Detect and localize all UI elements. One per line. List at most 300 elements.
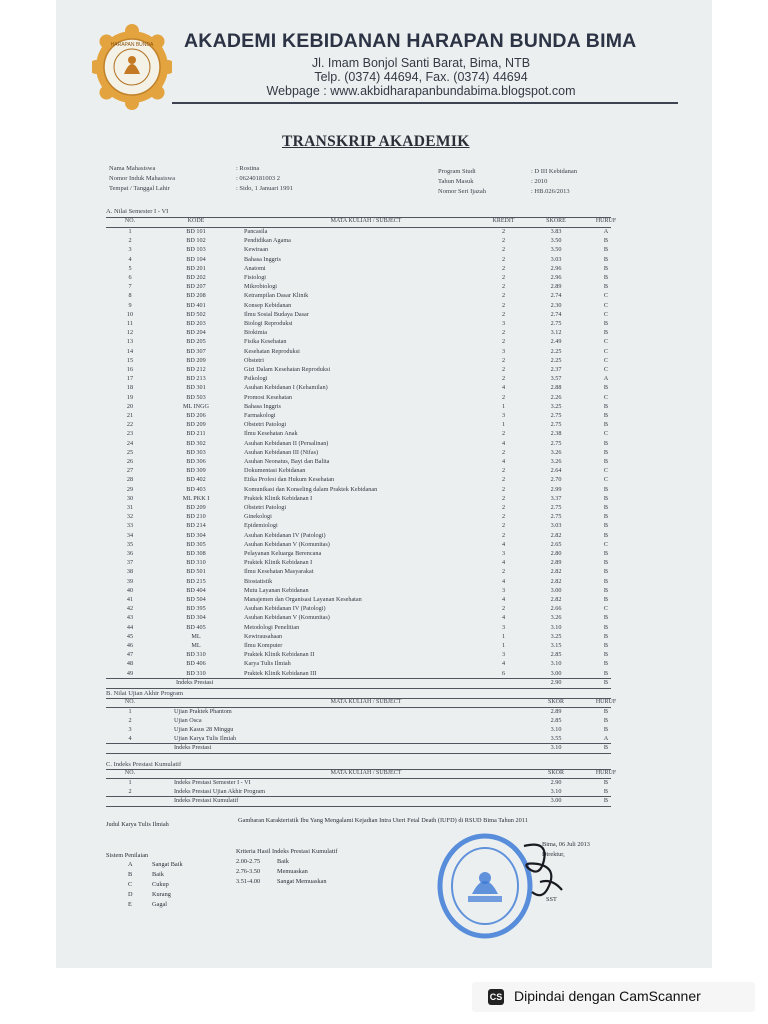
row-no: 25 bbox=[126, 448, 134, 456]
row-credit: 3 bbox=[501, 320, 506, 327]
institution-webpage: Webpage : www.akbidharapanbundabima.blogspot.com bbox=[266, 84, 576, 98]
student-field-label: Tahun Masuk bbox=[438, 178, 474, 185]
row-no: 39 bbox=[126, 577, 134, 585]
row-subject: Obstetri bbox=[244, 356, 264, 364]
row-grade: B bbox=[603, 458, 609, 465]
row-score: 2.64 bbox=[550, 467, 562, 475]
row-score: 2.75 bbox=[550, 320, 562, 327]
row-credit: 6 bbox=[501, 669, 506, 677]
row-no: 44 bbox=[126, 623, 134, 631]
row-no: 41 bbox=[126, 596, 134, 603]
row-score: 2.75 bbox=[550, 513, 562, 521]
row-no: 13 bbox=[126, 338, 134, 346]
row-score: 2.66 bbox=[550, 605, 562, 613]
row-score: 3.00 bbox=[550, 669, 562, 677]
row-score: 2.88 bbox=[550, 384, 562, 392]
row-grade: C bbox=[603, 540, 609, 548]
row-subject: Anatomi bbox=[244, 264, 266, 272]
col-header-skore: SKORE bbox=[546, 218, 566, 224]
row-no: 2 bbox=[128, 787, 132, 795]
row-subject: Ujian Kasus 28 Minggu bbox=[174, 725, 234, 733]
row-grade: C bbox=[603, 476, 609, 484]
row-grade: B bbox=[603, 651, 609, 659]
grade-meaning: Gagal bbox=[152, 901, 168, 908]
row-subject: Fisika Kesehatan bbox=[244, 338, 287, 346]
row-no: 34 bbox=[126, 531, 134, 539]
thesis-label: Judul Karya Tulis Ilmiah bbox=[106, 821, 169, 828]
row-credit: 1 bbox=[501, 421, 506, 429]
row-grade: C bbox=[603, 338, 609, 346]
row-grade: B bbox=[603, 485, 609, 493]
criteria-range: 2.00-2.75 bbox=[236, 858, 261, 865]
signature-name: SST bbox=[546, 896, 557, 903]
student-field-value: : 2010 bbox=[531, 178, 548, 185]
row-no: 16 bbox=[126, 366, 134, 373]
col-header-skor: SKOR bbox=[547, 698, 564, 705]
row-code: ML bbox=[191, 632, 201, 640]
row-credit: 4 bbox=[501, 559, 506, 567]
row-no: 19 bbox=[126, 393, 134, 401]
row-subject: Kesehatan Reproduksi bbox=[244, 347, 300, 355]
row-score: 3.10 bbox=[550, 623, 562, 631]
col-header-huruf: HURUF bbox=[595, 218, 617, 224]
row-subject: Ujian Praktek Phantom bbox=[174, 707, 232, 715]
row-subject: Praktek Klinik Kebidanan I bbox=[244, 559, 313, 567]
row-code: BD 209 bbox=[186, 356, 206, 364]
row-no: 12 bbox=[126, 329, 134, 337]
row-credit: 2 bbox=[501, 531, 506, 539]
student-field-label: Tempat / Tanggal Lahir bbox=[109, 185, 170, 192]
row-subject: Konsep Kebidanan bbox=[244, 301, 292, 309]
row-credit: 4 bbox=[501, 458, 506, 465]
row-score: 3.55 bbox=[550, 734, 562, 742]
row-subject: Mutu Layanan Kebidanan bbox=[244, 586, 309, 594]
row-credit: 2 bbox=[501, 522, 506, 530]
row-no: 2 bbox=[128, 716, 132, 724]
row-subject: Dokumentasi Kebidanan bbox=[244, 467, 306, 475]
row-code: BD 209 bbox=[186, 421, 206, 429]
row-credit: 2 bbox=[501, 283, 506, 291]
col-header-kode: KODE bbox=[187, 218, 205, 224]
row-no: 45 bbox=[126, 632, 134, 640]
row-score: 2.82 bbox=[550, 531, 562, 539]
row-subject: Gizi Dalam Kesehatan Reproduksi bbox=[244, 366, 331, 373]
row-subject: Ilmu Kesehatan Masyarakat bbox=[244, 568, 314, 576]
summary-score: 3.10 bbox=[550, 743, 562, 751]
row-grade: C bbox=[603, 430, 609, 438]
row-score: 3.10 bbox=[550, 787, 562, 795]
row-grade: B bbox=[603, 274, 609, 281]
row-grade: B bbox=[603, 632, 609, 640]
row-credit: 2 bbox=[501, 338, 506, 346]
row-no: 24 bbox=[126, 439, 134, 447]
row-grade: A bbox=[603, 375, 609, 383]
row-code: BD 503 bbox=[186, 393, 206, 401]
col-header-subject: MATA KULIAH / SUBJECT bbox=[330, 769, 402, 776]
row-grade: B bbox=[603, 283, 609, 291]
row-no: 33 bbox=[126, 522, 134, 530]
summary-grade: B bbox=[603, 743, 609, 751]
row-credit: 2 bbox=[501, 494, 506, 502]
row-no: 37 bbox=[126, 559, 134, 567]
row-code: BD 404 bbox=[186, 586, 206, 594]
student-field-label: Nomor Seri Ijazah bbox=[438, 188, 487, 195]
row-subject: Bahasa Inggris bbox=[244, 402, 281, 410]
summary-score: 2.90 bbox=[550, 678, 562, 686]
row-credit: 2 bbox=[501, 448, 506, 456]
row-score: 2.96 bbox=[550, 264, 562, 272]
row-credit: 4 bbox=[501, 540, 506, 548]
row-score: 2.30 bbox=[550, 301, 562, 309]
row-code: BD 310 bbox=[186, 669, 206, 677]
row-grade: B bbox=[603, 513, 609, 521]
row-score: 2.75 bbox=[550, 504, 562, 511]
row-score: 3.57 bbox=[550, 375, 562, 383]
row-score: 2.70 bbox=[550, 476, 562, 484]
row-no: 30 bbox=[126, 494, 134, 502]
row-score: 2.74 bbox=[550, 310, 562, 318]
row-subject: Praktek Klinik Kebidanan I bbox=[244, 494, 313, 502]
table-rule bbox=[106, 806, 611, 807]
row-grade: B bbox=[603, 246, 609, 254]
row-credit: 3 bbox=[501, 347, 506, 355]
row-grade: B bbox=[603, 421, 609, 429]
student-field-label: Program Studi bbox=[438, 168, 476, 175]
criteria-label: Sangat Memuaskan bbox=[277, 878, 327, 885]
row-code: BD 204 bbox=[186, 329, 206, 337]
row-score: 2.89 bbox=[550, 707, 562, 715]
row-grade: A bbox=[603, 228, 609, 235]
row-code: BD 401 bbox=[186, 301, 206, 309]
row-grade: C bbox=[603, 301, 609, 309]
row-credit: 2 bbox=[501, 504, 506, 511]
row-no: 17 bbox=[126, 375, 134, 383]
row-no: 14 bbox=[126, 347, 134, 355]
row-no: 5 bbox=[128, 264, 132, 272]
student-field-value: : Rostina bbox=[236, 165, 260, 172]
row-score: 2.37 bbox=[550, 366, 562, 373]
row-subject: Obstetri Patologi bbox=[244, 421, 287, 429]
row-subject: Asuhan Kebidanan II (Persalinan) bbox=[244, 439, 329, 447]
row-score: 2.89 bbox=[550, 559, 562, 567]
row-score: 2.85 bbox=[550, 716, 562, 724]
camscanner-icon: CS bbox=[488, 989, 504, 1005]
row-grade: C bbox=[603, 310, 609, 318]
row-subject: Fisiologi bbox=[244, 274, 267, 281]
row-no: 3 bbox=[128, 246, 132, 254]
row-grade: B bbox=[603, 586, 609, 594]
grade-meaning: Cukup bbox=[152, 881, 169, 888]
row-code: BD 302 bbox=[186, 439, 206, 447]
director-signature bbox=[518, 838, 568, 910]
row-grade: B bbox=[603, 329, 609, 337]
row-no: 48 bbox=[126, 660, 134, 668]
row-credit: 2 bbox=[501, 237, 506, 245]
row-subject: Indeks Prestasi Ujian Akhir Program bbox=[174, 787, 266, 795]
row-score: 2.38 bbox=[550, 430, 562, 438]
row-grade: B bbox=[603, 402, 609, 410]
row-grade: B bbox=[603, 531, 609, 539]
row-score: 3.25 bbox=[550, 402, 562, 410]
thesis-title: Gambaran Karakteristik Ibu Yang Mengalami Kejadian Intra Uteri Fetal Death (IUFD) di RSUD Bima Tahun 2011 bbox=[238, 817, 528, 824]
row-code: BD 215 bbox=[186, 577, 206, 585]
row-score: 2.80 bbox=[550, 550, 562, 557]
row-grade: B bbox=[603, 707, 609, 715]
row-code: BD 308 bbox=[186, 550, 206, 557]
row-grade: B bbox=[603, 237, 609, 245]
row-code: BD 206 bbox=[186, 412, 206, 419]
student-field-value: : Sido, 1 Januari 1991 bbox=[236, 185, 293, 192]
grade-letter: C bbox=[128, 881, 133, 888]
table-rule bbox=[106, 753, 611, 754]
student-field-value: : HB.026/2013 bbox=[531, 188, 570, 195]
row-score: 3.00 bbox=[550, 586, 562, 594]
row-no: 42 bbox=[126, 605, 134, 613]
row-subject: Pancasila bbox=[244, 228, 268, 235]
grade-letter: B bbox=[128, 871, 133, 878]
signature-role: Direktur, bbox=[542, 851, 565, 858]
row-subject: Psikologi bbox=[244, 375, 268, 383]
row-code: BD 305 bbox=[186, 540, 206, 548]
summary-score: 3.00 bbox=[550, 796, 562, 804]
grade-meaning: Kurang bbox=[152, 891, 171, 898]
row-grade: B bbox=[603, 412, 609, 419]
row-no: 1 bbox=[128, 707, 132, 715]
row-grade: B bbox=[603, 448, 609, 456]
row-credit: 2 bbox=[501, 228, 506, 235]
camscanner-text: Dipindai dengan CamScanner bbox=[514, 988, 701, 1004]
row-subject: Ilmu Komputer bbox=[244, 642, 283, 649]
col-header-huruf: HURUF bbox=[595, 769, 617, 776]
row-no: 4 bbox=[128, 734, 132, 742]
row-code: BD 310 bbox=[186, 559, 206, 567]
row-grade: B bbox=[603, 264, 609, 272]
row-no: 46 bbox=[126, 642, 134, 649]
row-code: BD 402 bbox=[186, 476, 206, 484]
col-header-no: NO. bbox=[124, 698, 136, 705]
row-subject: Promosi Kesehatan bbox=[244, 393, 292, 401]
section-a-title: A. Nilai Semester I - VI bbox=[106, 208, 169, 215]
row-credit: 3 bbox=[501, 550, 506, 557]
row-score: 2.82 bbox=[550, 596, 562, 603]
col-header-huruf: HURUF bbox=[595, 698, 617, 705]
row-score: 2.75 bbox=[550, 421, 562, 429]
row-subject: Komunikasi dan Konseling dalam Praktek Kebidanan bbox=[244, 485, 378, 493]
row-credit: 4 bbox=[501, 439, 506, 447]
row-grade: C bbox=[603, 366, 609, 373]
row-code: BD 307 bbox=[186, 347, 206, 355]
row-score: 2.89 bbox=[550, 283, 562, 291]
row-credit: 2 bbox=[501, 301, 506, 309]
row-no: 10 bbox=[126, 310, 134, 318]
row-score: 2.75 bbox=[550, 439, 562, 447]
row-no: 36 bbox=[126, 550, 134, 557]
row-score: 2.75 bbox=[550, 412, 562, 419]
row-grade: C bbox=[603, 356, 609, 364]
row-score: 3.83 bbox=[550, 228, 562, 235]
row-code: BD 309 bbox=[186, 467, 206, 475]
row-credit: 4 bbox=[501, 660, 506, 668]
row-code: BD 502 bbox=[186, 310, 206, 318]
row-grade: B bbox=[603, 778, 609, 786]
row-code: ML bbox=[191, 642, 201, 649]
row-score: 2.85 bbox=[550, 651, 562, 659]
row-no: 21 bbox=[126, 412, 134, 419]
row-subject: Asuhan Kebidanan I (Kehamilan) bbox=[244, 384, 328, 392]
col-header-subject: MATA KULIAH / SUBJECT bbox=[330, 218, 402, 224]
row-score: 3.26 bbox=[550, 458, 562, 465]
row-no: 1 bbox=[128, 228, 132, 235]
row-score: 2.96 bbox=[550, 274, 562, 281]
row-score: 3.03 bbox=[550, 255, 562, 263]
row-credit: 3 bbox=[501, 623, 506, 631]
row-score: 2.82 bbox=[550, 577, 562, 585]
row-grade: B bbox=[603, 725, 609, 733]
row-code: BD 213 bbox=[186, 375, 206, 383]
row-score: 3.26 bbox=[550, 448, 562, 456]
row-code: BD 203 bbox=[186, 320, 206, 327]
summary-grade: B bbox=[603, 796, 609, 804]
row-no: 20 bbox=[126, 402, 134, 410]
row-score: 2.99 bbox=[550, 485, 562, 493]
row-code: BD 208 bbox=[186, 292, 206, 300]
row-code: ML PKK I bbox=[182, 494, 210, 502]
row-score: 2.25 bbox=[550, 356, 562, 364]
row-credit: 2 bbox=[501, 485, 506, 493]
row-grade: C bbox=[603, 292, 609, 300]
row-score: 3.03 bbox=[550, 522, 562, 530]
row-code: BD 201 bbox=[186, 264, 206, 272]
criteria-range: 2.76-3.50 bbox=[236, 868, 261, 875]
row-no: 40 bbox=[126, 586, 134, 594]
row-no: 47 bbox=[126, 651, 134, 659]
row-credit: 2 bbox=[501, 430, 506, 438]
row-no: 43 bbox=[126, 614, 134, 622]
document-title: TRANSKRIP AKADEMIK bbox=[282, 133, 470, 150]
row-credit: 4 bbox=[501, 384, 506, 392]
row-grade: C bbox=[603, 393, 609, 401]
row-credit: 1 bbox=[501, 632, 506, 640]
grade-letter: A bbox=[128, 861, 133, 868]
row-subject: Asuhan Neonatus, Bayi dan Balita bbox=[244, 458, 330, 465]
row-score: 2.65 bbox=[550, 540, 562, 548]
grade-letter: E bbox=[128, 901, 132, 908]
row-subject: Ujian Osca bbox=[174, 716, 202, 724]
row-subject: Ilmu Kesehatan Anak bbox=[244, 430, 298, 438]
row-subject: Asuhan Kebidanan V (Komunitas) bbox=[244, 614, 330, 622]
row-subject: Ilmu Sosial Budaya Dasar bbox=[244, 310, 309, 318]
row-subject: Biokimia bbox=[244, 329, 268, 337]
row-grade: B bbox=[603, 660, 609, 668]
summary-label: Indeks Prestasi bbox=[176, 678, 214, 686]
row-grade: B bbox=[603, 320, 609, 327]
row-score: 3.50 bbox=[550, 246, 562, 254]
row-grade: A bbox=[603, 734, 609, 742]
criteria-label: Baik bbox=[277, 858, 289, 865]
section-title: B. Nilai Ujian Akhir Program bbox=[106, 689, 184, 697]
row-score: 3.37 bbox=[550, 494, 562, 502]
row-credit: 2 bbox=[501, 605, 506, 613]
row-no: 1 bbox=[128, 778, 132, 786]
row-grade: B bbox=[603, 623, 609, 631]
row-code: BD 103 bbox=[186, 246, 206, 254]
institution-logo bbox=[92, 24, 172, 110]
row-subject: Manajemen dan Organisasi Layanan Kesehatan bbox=[244, 596, 362, 603]
col-header-no: NO. bbox=[124, 769, 136, 776]
row-code: BD 301 bbox=[186, 384, 206, 392]
row-credit: 2 bbox=[501, 292, 506, 300]
row-credit: 1 bbox=[501, 402, 506, 410]
row-subject: Asuhan Kebidanan V (Komunitas) bbox=[244, 540, 330, 548]
row-subject: Farmakologi bbox=[244, 412, 276, 419]
row-no: 15 bbox=[126, 356, 134, 364]
row-subject: Praktek Klinik Kebidanan II bbox=[244, 651, 315, 659]
row-grade: C bbox=[603, 605, 609, 613]
row-credit: 4 bbox=[501, 614, 506, 622]
row-no: 35 bbox=[126, 540, 134, 548]
row-credit: 2 bbox=[501, 264, 506, 272]
row-no: 7 bbox=[128, 283, 132, 291]
student-field-label: Nama Mahasiswa bbox=[109, 165, 156, 172]
row-code: BD 501 bbox=[186, 568, 206, 576]
row-credit: 1 bbox=[501, 642, 506, 649]
row-subject: Asuhan Kebidanan IV (Patologi) bbox=[244, 531, 326, 539]
row-code: BD 210 bbox=[186, 513, 206, 521]
row-code: BD 209 bbox=[186, 504, 206, 511]
row-subject: Epidemiologi bbox=[244, 522, 278, 530]
table-rule bbox=[106, 688, 611, 689]
row-code: ML INGG bbox=[182, 402, 210, 410]
row-no: 31 bbox=[126, 504, 134, 511]
grading-title: Sistem Penilaian bbox=[106, 852, 149, 859]
row-grade: B bbox=[603, 787, 609, 795]
row-credit: 3 bbox=[501, 651, 506, 659]
row-score: 3.15 bbox=[550, 642, 562, 649]
row-credit: 2 bbox=[501, 356, 506, 364]
row-credit: 2 bbox=[501, 366, 506, 373]
row-code: BD 395 bbox=[186, 605, 206, 613]
row-score: 3.26 bbox=[550, 614, 562, 622]
row-grade: B bbox=[603, 577, 609, 585]
grade-meaning: Sangat Baik bbox=[152, 861, 183, 868]
row-credit: 2 bbox=[501, 393, 506, 401]
row-no: 2 bbox=[128, 237, 132, 245]
row-code: BD 504 bbox=[186, 596, 206, 603]
row-code: BD 211 bbox=[186, 430, 206, 438]
row-code: BD 202 bbox=[186, 274, 206, 281]
row-code: BD 207 bbox=[186, 283, 206, 291]
row-no: 28 bbox=[126, 476, 134, 484]
row-code: BD 205 bbox=[186, 338, 206, 346]
row-subject: Ujian Karya Tulis Ilmiah bbox=[174, 734, 237, 742]
row-score: 3.12 bbox=[550, 329, 562, 337]
row-code: BD 405 bbox=[186, 623, 206, 631]
row-grade: B bbox=[603, 559, 609, 567]
row-score: 3.50 bbox=[550, 237, 562, 245]
row-no: 26 bbox=[126, 458, 134, 465]
row-grade: B bbox=[603, 255, 609, 263]
row-credit: 4 bbox=[501, 577, 506, 585]
row-code: BD 101 bbox=[186, 228, 206, 235]
svg-text:HARAPAN BUNDA: HARAPAN BUNDA bbox=[110, 42, 154, 48]
row-code: BD 306 bbox=[186, 458, 206, 465]
row-grade: B bbox=[603, 550, 609, 557]
row-subject: Bahasa Inggris bbox=[244, 255, 281, 263]
student-field-label: Nomor Induk Mahasiswa bbox=[109, 175, 176, 182]
row-code: BD 214 bbox=[186, 522, 206, 530]
row-no: 11 bbox=[127, 320, 133, 327]
row-grade: B bbox=[603, 504, 609, 511]
